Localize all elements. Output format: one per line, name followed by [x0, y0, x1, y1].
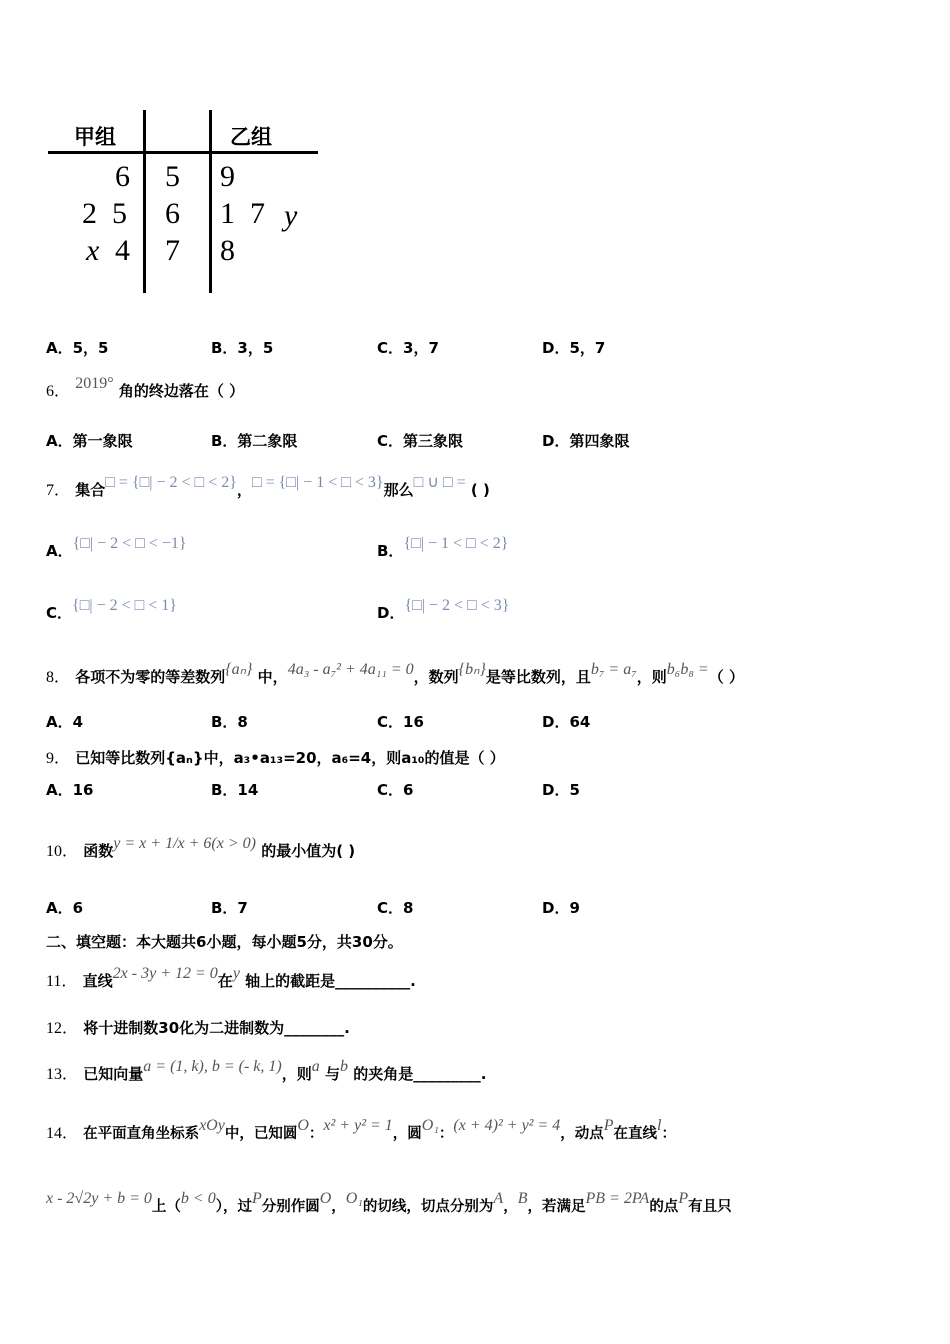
stem: 7 — [165, 234, 180, 267]
text: ，则 — [636, 668, 667, 686]
math: {□| − 2 < □ < 3} — [404, 597, 510, 614]
question-number: 8． — [46, 669, 71, 686]
math: O — [297, 1117, 309, 1134]
divider — [48, 151, 318, 154]
section-heading: 二、填空题：本大题共6小题，每小题5分，共30分。 — [46, 933, 403, 951]
leaf-right: 8 — [220, 234, 235, 267]
leaf-right: 1 7 — [220, 197, 265, 230]
text: 的切线，切点分别为 — [362, 1199, 494, 1215]
option-c: C．6 — [377, 781, 414, 799]
text: ，动点 — [560, 1126, 604, 1142]
text: ： — [308, 1126, 324, 1142]
option-d — [377, 597, 510, 623]
text: 的最小值为( ) — [261, 842, 356, 860]
math: {□| − 2 < □ < 1} — [72, 597, 177, 614]
math: {aₙ} — [225, 661, 253, 678]
text: ，则 — [281, 1065, 312, 1083]
option-c: C．3，7 — [377, 339, 439, 357]
math: a — [311, 1058, 320, 1075]
option-b: B．第二象限 — [211, 432, 298, 450]
math: A — [493, 1190, 504, 1207]
math: x² + y² = 1 — [323, 1117, 393, 1134]
question-8 — [46, 661, 744, 687]
text: 与 — [324, 1065, 340, 1083]
question-14 — [46, 1117, 676, 1143]
option-c: C．16 — [377, 713, 424, 731]
option-a: A．4 — [46, 713, 84, 731]
text: 在平面直角坐标系 — [83, 1126, 200, 1142]
option-c: C．第三象限 — [377, 432, 464, 450]
math: b — [339, 1058, 348, 1075]
option-b: B．8 — [211, 713, 248, 731]
text: 上（ — [151, 1199, 181, 1215]
math: y — [232, 965, 240, 982]
leaf-right: 9 — [220, 160, 235, 193]
text: ， — [236, 481, 252, 499]
question-14-continued — [46, 1190, 732, 1216]
text: 的夹角是_________. — [353, 1065, 487, 1083]
question-9 — [46, 745, 505, 768]
text: ，若满足 — [527, 1199, 586, 1215]
question-number: 11． — [46, 973, 78, 990]
option-b: B．7 — [211, 899, 248, 917]
question-13 — [46, 1058, 487, 1084]
math: xOy — [199, 1117, 225, 1134]
option-a: A．第一象限 — [46, 432, 133, 450]
math: B — [517, 1190, 528, 1207]
text: ( ) — [470, 481, 490, 499]
question-7 — [46, 474, 490, 500]
text: 中， — [257, 668, 288, 686]
option-c: C．8 — [377, 899, 414, 917]
math: {□| − 1 < □ < 2} — [403, 535, 509, 552]
option-label: A． — [46, 542, 73, 560]
leaf-left: 6 — [115, 160, 130, 193]
math: x - 2√2y + b = 0 — [46, 1190, 152, 1207]
math: PB = 2PA — [585, 1190, 650, 1207]
text: ： — [438, 1126, 454, 1142]
question-number: 13． — [46, 1066, 79, 1083]
stem: 5 — [165, 160, 180, 193]
question-text: 将十进制数30化为二进制数为________. — [83, 1019, 350, 1037]
option-b — [377, 535, 509, 561]
math: (x + 4)² + y² = 4 — [453, 1117, 561, 1134]
option-a: A．6 — [46, 899, 84, 917]
math: O₁ — [421, 1117, 439, 1134]
option-d: D．第四象限 — [542, 432, 630, 450]
math: b < 0 — [180, 1190, 216, 1207]
leaf-left: 2 5 — [82, 197, 127, 230]
question-10 — [46, 835, 356, 861]
math: P — [603, 1117, 614, 1134]
option-d: D．9 — [542, 899, 580, 917]
question-number: 6． — [46, 383, 71, 400]
option-a: A．16 — [46, 781, 94, 799]
question-number: 9． — [46, 750, 71, 767]
variable-x: x — [86, 234, 100, 267]
question-6 — [46, 375, 245, 401]
text: 是等比数列，且 — [485, 668, 591, 686]
math: l — [657, 1117, 662, 1134]
leaf-left: 4 — [115, 234, 130, 267]
question-text: 已知等比数列{aₙ}中，a₃•a₁₃=20，a₆=4，则a₁₀的值是（ ） — [75, 749, 505, 767]
option-a — [46, 535, 187, 561]
math: 4a₃ - a₇² + 4a₁₁ = 0 — [287, 661, 414, 678]
variable-y: y — [284, 199, 298, 232]
math: O — [319, 1190, 332, 1207]
option-label: D． — [377, 604, 405, 622]
math: P — [251, 1190, 262, 1207]
text: 各项不为零的等差数列 — [75, 668, 226, 686]
text: （ ） — [708, 668, 744, 686]
option-a: A．5，5 — [46, 339, 109, 357]
option-d: D．5 — [542, 781, 580, 799]
text: 的点 — [649, 1199, 679, 1215]
option-c — [46, 597, 177, 623]
text: ，数列 — [413, 668, 459, 686]
text: ， — [503, 1199, 518, 1215]
text: 分别作圆 — [261, 1199, 320, 1215]
math: P — [678, 1190, 689, 1207]
right-group-header: 乙组 — [230, 125, 272, 149]
math: O₁ — [345, 1190, 363, 1207]
divider — [143, 110, 146, 293]
math: {bₙ} — [458, 661, 486, 678]
math: {□| − 2 < □ < −1} — [72, 535, 187, 552]
math: a = (1, k), b = (- k, 1) — [143, 1058, 282, 1075]
option-b: B．3，5 — [211, 339, 274, 357]
text: 集合 — [75, 481, 106, 499]
text: ，圆 — [392, 1126, 422, 1142]
option-d: D．5，7 — [542, 339, 606, 357]
text: 已知向量 — [83, 1065, 144, 1083]
math: b₇ = a₇ — [590, 661, 637, 678]
text: 有且只 — [688, 1199, 732, 1215]
question-11 — [46, 965, 416, 991]
text: ），过 — [215, 1199, 252, 1215]
text: 那么 — [383, 481, 414, 499]
question-number: 14． — [46, 1125, 79, 1142]
text: 中，已知圆 — [224, 1126, 298, 1142]
divider — [209, 110, 212, 293]
math: b₆b₈ = — [666, 661, 709, 678]
option-b: B．14 — [211, 781, 259, 799]
stem: 6 — [165, 197, 180, 230]
math: 2019° — [75, 375, 114, 392]
left-group-header: 甲组 — [74, 125, 116, 149]
text: ： — [661, 1126, 676, 1142]
text: 在 — [217, 972, 233, 990]
question-12 — [46, 1015, 350, 1038]
text: 在直线 — [613, 1126, 658, 1142]
question-number: 7． — [46, 482, 71, 499]
math: □ = {□| − 2 < □ < 2} — [105, 474, 237, 491]
math: 2x - 3y + 12 = 0 — [112, 965, 218, 982]
text: ， — [331, 1199, 346, 1215]
text: 函数 — [83, 842, 114, 860]
math: □ ∪ □ = — [413, 474, 466, 491]
option-label: B． — [377, 542, 404, 560]
question-number: 10． — [46, 843, 79, 860]
text: 直线 — [82, 972, 113, 990]
question-number: 12． — [46, 1020, 79, 1037]
question-text: 角的终边落在（ ） — [118, 382, 245, 400]
option-d: D．64 — [542, 713, 591, 731]
text: 轴上的截距是__________. — [245, 972, 416, 990]
option-label: C． — [46, 604, 73, 622]
math: y = x + 1/x + 6(x > 0) — [113, 835, 256, 852]
math: □ = {□| − 1 < □ < 3} — [251, 474, 384, 491]
